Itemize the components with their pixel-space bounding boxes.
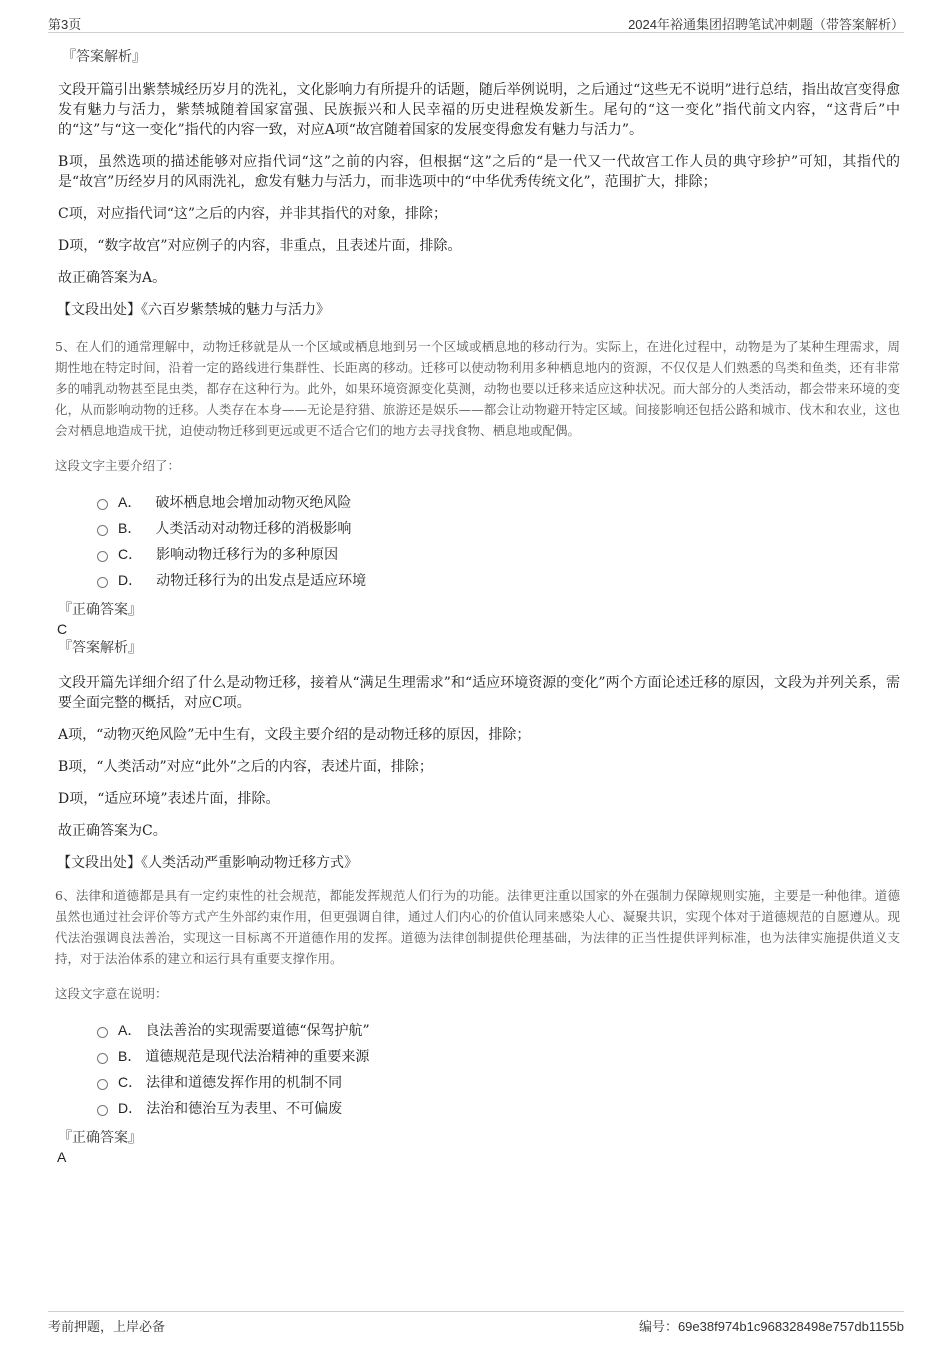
radio-icon[interactable] [97,1079,108,1090]
option-b[interactable] [55,1043,900,1069]
option-d[interactable] [55,567,900,593]
option-letter: B． [118,1048,142,1064]
option-text: 法治和德治互为表里、不可偏废 [146,1101,343,1117]
analysis-paragraph: A项，“动物灭绝风险”无中生有，文段主要介绍的是动物迁移的原因，排除； [58,727,531,743]
option-letter: D． [118,1100,143,1116]
analysis-paragraph: D项，“适应环境”表述片面，排除。 [58,791,280,807]
radio-icon[interactable] [97,577,108,588]
analysis-label: 『答案解析』 [62,49,146,65]
option-text: 动物迁移行为的出发点是适应环境 [156,573,367,589]
analysis-paragraph: 文段开篇先详细介绍了什么是动物迁移，接着从“满足生理需求”和“适应环境资源的变化”两个方面论述迁移的原因，文段为并列关系，需要全面完整的概括，对应C项。 [58,675,900,711]
option-letter: A． [118,1022,142,1038]
analysis-paragraph: B项，“人类活动”对应“此外”之后的内容，表述片面，排除； [58,759,433,775]
option-d[interactable] [55,1095,900,1121]
page-number: 第3页 [48,17,82,32]
question-prompt: 这段文字意在说明： [55,986,168,1001]
option-text: 良法善治的实现需要道德“保驾护航” [145,1023,370,1039]
radio-icon[interactable] [97,499,108,510]
option-list [55,1017,900,1121]
option-c[interactable] [55,541,900,567]
page-content [55,44,900,1166]
analysis-paragraph: 文段开篇引出紫禁城经历岁月的洗礼，文化影响力有所提升的话题，随后举例说明，之后通过“这些无不说明”进行总结，指出故宫变得愈发有魅力与活力，紫禁城随着国家富强、民族振兴和人民幸福的历史进程焕发新生。尾句的“这一变化”指代前文内容，“这背后”中的“这”与“这一变化”指代的内容一致，对应A项“故宫随着国家的发展变得愈发有魅力与活力”。 [58,82,900,138]
option-b[interactable] [55,515,900,541]
option-text: 法律和道德发挥作用的机制不同 [146,1075,343,1091]
option-text: 人类活动对动物迁移的消极影响 [155,521,352,537]
code-value: 69e38f974b1c968328498e757db1155b [677,1319,904,1334]
option-letter: C． [118,546,143,562]
analysis-paragraph: 故正确答案为A。 [58,270,167,286]
correct-answer-label: 『正确答案』 [58,1130,142,1146]
radio-icon[interactable] [97,551,108,562]
radio-icon[interactable] [97,1053,108,1064]
option-text: 破坏栖息地会增加动物灭绝风险 [155,495,352,511]
option-a[interactable] [55,489,900,515]
option-letter: D． [118,572,143,588]
correct-answer: C [57,621,68,637]
option-text: 道德规范是现代法治精神的重要来源 [145,1049,370,1065]
footer-slogan: 考前押题，上岸必备 [48,1320,166,1335]
option-letter: B． [118,520,142,536]
radio-icon[interactable] [97,1027,108,1038]
analysis-paragraph: D项，“数字故宫”对应例子的内容，非重点，且表述片面，排除。 [58,238,462,254]
option-letter: C． [118,1074,143,1090]
document-code [639,1316,904,1335]
analysis-paragraph: 故正确答案为C。 [58,823,167,839]
option-letter: A． [118,494,142,510]
question-6 [55,885,900,1166]
question-text: 5、在人们的通常理解中，动物迁移就是从一个区域或栖息地到另一个区域或栖息地的移动行为。实际上，在进化过程中，动物是为了某种生理需求，周期性地在特定时间，沿着一定的路线进行集群性、长距离的移动。迁移可以使动物利用多种栖息地内的资源，不仅仅是人们熟悉的鸟类和鱼类，还有非常多的哺乳动物甚至昆虫类，都存在这种行为。此外，如果环境资源变化莫测，动物也要以迁移来适应这种状况。而大部分的人类活动，都会带来环境的变化，从而影响动物的迁移。人类存在本身——无论是狩猎、旅游还是娱乐——都会让动物避开特定区域。间接影响还包括公路和城市、伐木和农业，这也会对栖息地造成干扰，迫使动物迁移到更远或更不适合它们的地方去寻找食物、栖息地或配偶。 [55,339,900,438]
correct-answer: A [57,1149,67,1165]
analysis-label: 『答案解析』 [58,640,142,656]
analysis-paragraph: C项，对应指代词“这”之后的内容，并非其指代的对象，排除； [58,206,448,222]
question-4-analysis [55,48,900,320]
question-prompt: 这段文字主要介绍了： [55,458,181,473]
correct-answer-label: 『正确答案』 [58,602,142,618]
page-footer [48,1311,904,1342]
question-text: 6、法律和道德都是具有一定约束性的社会规范，都能发挥规范人们行为的功能。法律更注重以国家的外在强制力保障规则实施，主要是一种他律。道德虽然也通过社会评价等方式产生外部约束作用，但更强调自律，通过人们内心的价值认同来感染人心、凝聚共识，实现个体对于道德规范的自愿遵从。现代法治强调良法善治，实现这一目标离不开道德作用的发挥。道德为法律创制提供伦理基础，为法律的正当性提供评判标准，也为法律实施提供道义支持，对于法治体系的建立和运行具有重要支撑作用。 [55,888,900,966]
passage-source: 【文段出处】《人类活动严重影响动物迁移方式》 [57,855,358,871]
analysis-paragraph: B项，虽然选项的描述能够对应指代词“这”之前的内容，但根据“这”之后的“是一代又一代故宫工作人员的典守珍护”可知，其指代的是“故宫”历经岁月的风雨洗礼，愈发有魅力与活力，而非选项中的“中华优秀传统文化”，范围扩大，排除； [58,154,900,190]
radio-icon[interactable] [97,1105,108,1116]
option-list [55,489,900,593]
option-c[interactable] [55,1069,900,1095]
passage-source: 【文段出处】《六百岁紫禁城的魅力与活力》 [57,302,330,318]
code-label: 编号： [638,1320,678,1335]
option-text: 影响动物迁移行为的多种原因 [156,547,339,563]
question-5 [55,336,900,873]
document-title: 2024年裕通集团招聘笔试冲刺题（带答案解析） [628,17,904,32]
page-header [48,14,904,33]
option-a[interactable] [55,1017,900,1043]
radio-icon[interactable] [97,525,108,536]
